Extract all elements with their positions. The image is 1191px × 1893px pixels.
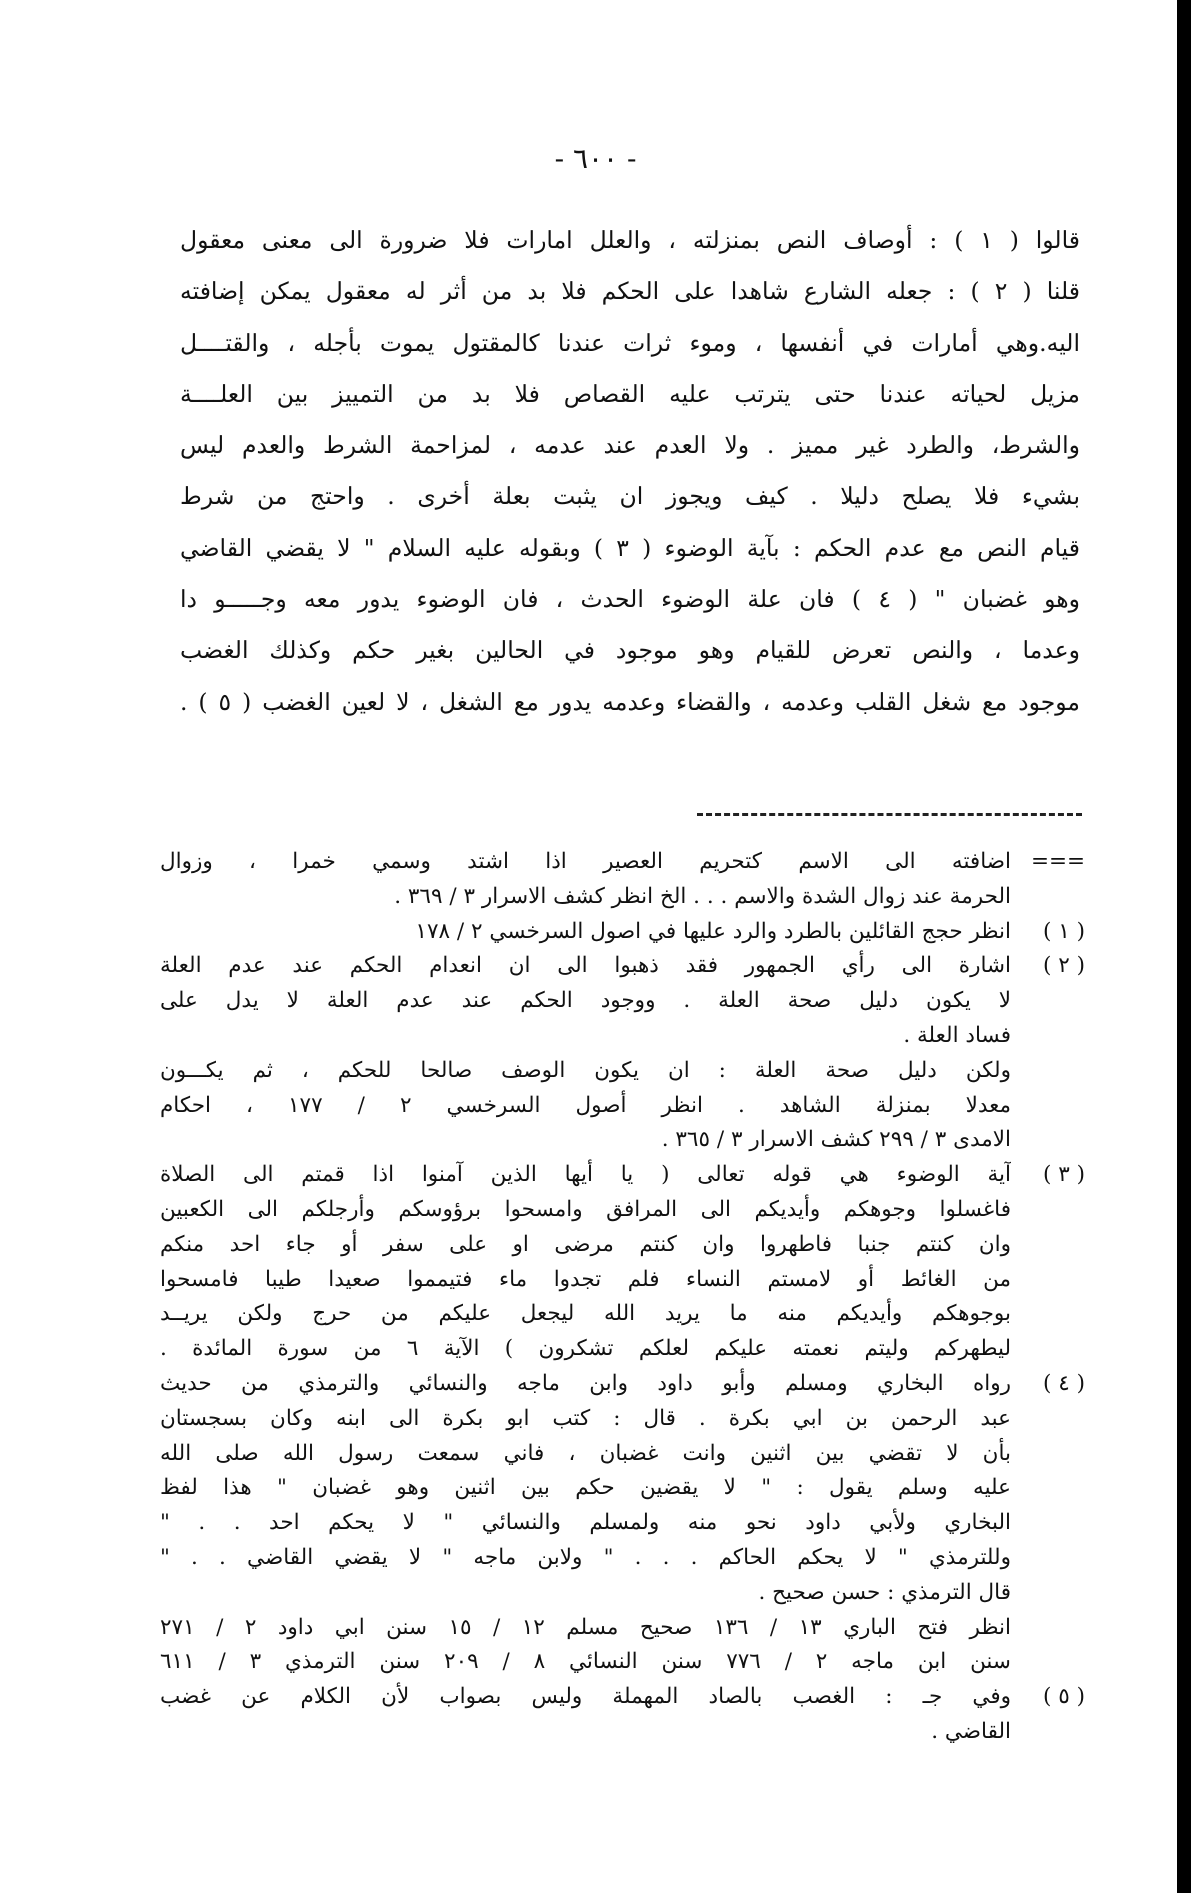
footnote-line: عبد الرحمن بن ابي بكرة . قال : كتب ابو بكرة الى ابنه وكان بسجستان: [160, 1405, 1011, 1431]
footnote-line: فساد العلة .: [903, 1022, 1011, 1048]
footnote-mark: ( ٣ ): [1042, 1162, 1085, 1188]
footnote-line: رواه البخاري ومسلم وأبو داود وابن ماجه والنسائي والترمذي من حديث: [160, 1370, 1011, 1396]
footnote-line: بوجوهكم وأيديكم منه ما يريد الله ليجعل عليكم من حرج ولكن يريــد: [160, 1301, 1011, 1327]
footnote-separator: [697, 813, 1082, 816]
main-text-line: موجود مع شغل القلب وعدمه ، والقضاء وعدمه يدور مع الشغل ، لا لعين الغضب ( ٥ ) .: [180, 687, 1080, 716]
footnote-line: عليه وسلم يقول : " لا يقضين حكم بين اثنين وهو غضبان " هذا لفظ: [160, 1475, 1011, 1501]
footnote-mark: ( ٢ ): [1042, 953, 1085, 979]
footnote-continuation: [160, 845, 1085, 915]
footnote-5: [160, 1680, 1085, 1750]
footnotes: [160, 845, 1085, 1750]
footnote-line: فاغسلوا وجوهكم وأيديكم الى المرافق وامسحوا برؤوسكم وأرجلكم الى الكعبين: [160, 1196, 1011, 1222]
footnote-line: ليطهركم وليتم نعمته عليكم لعلكم تشكرون ) الآية ٦ من سورة المائدة .: [160, 1336, 1011, 1362]
main-text-line: مزيل لحياته عندنا حتى يترتب عليه القصاص فلا بد من التمييز بين العلــــة: [180, 379, 1080, 408]
footnote-line: الحرمة عند زوال الشدة والاسم . . . الخ انظر كشف الاسرار ٣ / ٣٦٩ .: [394, 883, 1011, 909]
footnote-4: [160, 1367, 1085, 1680]
footnote-line: اشارة الى رأي الجمهور فقد ذهبوا الى ان انعدام الحكم عند عدم العلة: [160, 953, 1011, 979]
main-text-line: اليه.وهي أمارات في أنفسها ، وموء ثرات عندنا كالمقتول يموت بأجله ، والقتــــل: [180, 328, 1080, 357]
footnote-line: اضافته الى الاسم كتحريم العصير اذا اشتد وسمي خمرا ، وزوال: [160, 849, 1011, 874]
main-text-line: بشيء فلا يصلح دليلا . كيف ويجوز ان يثبت بعلة أخرى . واحتج من شرط: [180, 482, 1080, 511]
footnote-line: البخاري ولأبي داود نحو منه ولمسلم والنسائي " لا يحكم احد . . ": [160, 1510, 1011, 1536]
footnote-line: بأن لا تقضي بين اثنين وانت غضبان ، فاني سمعت رسول الله صلى الله: [160, 1440, 1011, 1466]
footnote-line: لا يكون دليل صحة العلة . ووجود الحكم عند عدم العلة لا يدل على: [160, 988, 1011, 1014]
main-text-line: وعدما ، والنص تعرض للقيام وهو موجود في الحالين بغير حكم وكذلك الغضب: [180, 636, 1080, 665]
main-text-line: قلنا ( ٢ ) : جعله الشارع شاهدا على الحكم فلا بد من أثر له معقول يمكن إضافته: [180, 277, 1080, 306]
footnote-line: وفي جـ : الغصب بالصاد المهملة وليس بصواب لأن الكلام عن غضب: [160, 1684, 1011, 1710]
main-text-line: والشرط، والطرد غير مميز . ولا العدم عند عدمه ، لمزاحمة الشرط والعدم ليس: [180, 431, 1080, 460]
footnote-3: [160, 1158, 1085, 1367]
page-edge-shadow: [1177, 0, 1191, 1893]
footnote-mark: ===: [1030, 849, 1085, 874]
footnote-1: [160, 915, 1085, 950]
footnote-mark: ( ٥ ): [1042, 1684, 1085, 1710]
main-text-line: قالوا ( ١ ) : أوصاف النص بمنزلته ، والعلل امارات فلا ضرورة الى معنى معقول: [180, 226, 1080, 254]
footnote-line: وللترمذي " لا يحكم الحاكم . . . " ولابن ماجه " لا يقضي القاضي . . ": [160, 1544, 1011, 1570]
footnote-mark: ( ١ ): [1042, 918, 1085, 944]
footnote-line: من الغائط أو لامستم النساء فلم تجدوا ماء فتيمموا صعيدا طيبا فامسحوا: [160, 1266, 1011, 1292]
footnote-line: سنن ابن ماجه ٢ / ٧٧٦ سنن النسائي ٨ / ٢٠٩ سنن الترمذي ٣ / ٦١١: [160, 1649, 1011, 1675]
main-text-line: قيام النص مع عدم الحكم : بآية الوضوء ( ٣ ) وبقوله عليه السلام " لا يقضي القاضي: [180, 533, 1080, 562]
footnote-line: وان كنتم جنبا فاطهروا وان كنتم مرضى او على سفر أو جاء احد منكم: [160, 1231, 1011, 1257]
footnote-line: انظر حجج القائلين بالطرد والرد عليها في اصول السرخسي ٢ / ١٧٨: [415, 918, 1011, 944]
footnote-2: [160, 949, 1085, 1158]
footnote-line: ولكن دليل صحة العلة : ان يكون الوصف صالحا للحكم ، ثم يكـــون: [160, 1057, 1011, 1083]
footnote-mark: ( ٤ ): [1042, 1370, 1085, 1396]
footnote-line: آية الوضوء هي قوله تعالى ( يا أيها الذين آمنوا اذا قمتم الى الصلاة: [160, 1162, 1011, 1188]
footnote-line: انظر فتح الباري ١٣ / ١٣٦ صحيح مسلم ١٢ / ١٥ سنن ابي داود ٢ / ٢٧١: [160, 1614, 1011, 1640]
main-text-line: وهو غضبان " ( ٤ ) فان علة الوضوء الحدث ، فان الوضوء يدور معه وجـــــو دا: [180, 585, 1080, 614]
page-number: - ٦٠٠ -: [554, 142, 637, 175]
footnote-line: الامدى ٣ / ٢٩٩ كشف الاسرار ٣ / ٣٦٥ .: [661, 1127, 1011, 1153]
footnote-line: قال الترمذي : حسن صحيح .: [758, 1579, 1011, 1605]
footnote-line: معدلا بمنزلة الشاهد . انظر أصول السرخسي ٢ / ١٧٧ ، احكام: [160, 1092, 1011, 1118]
main-text: [180, 215, 1080, 728]
footnote-line: القاضي .: [931, 1718, 1011, 1744]
